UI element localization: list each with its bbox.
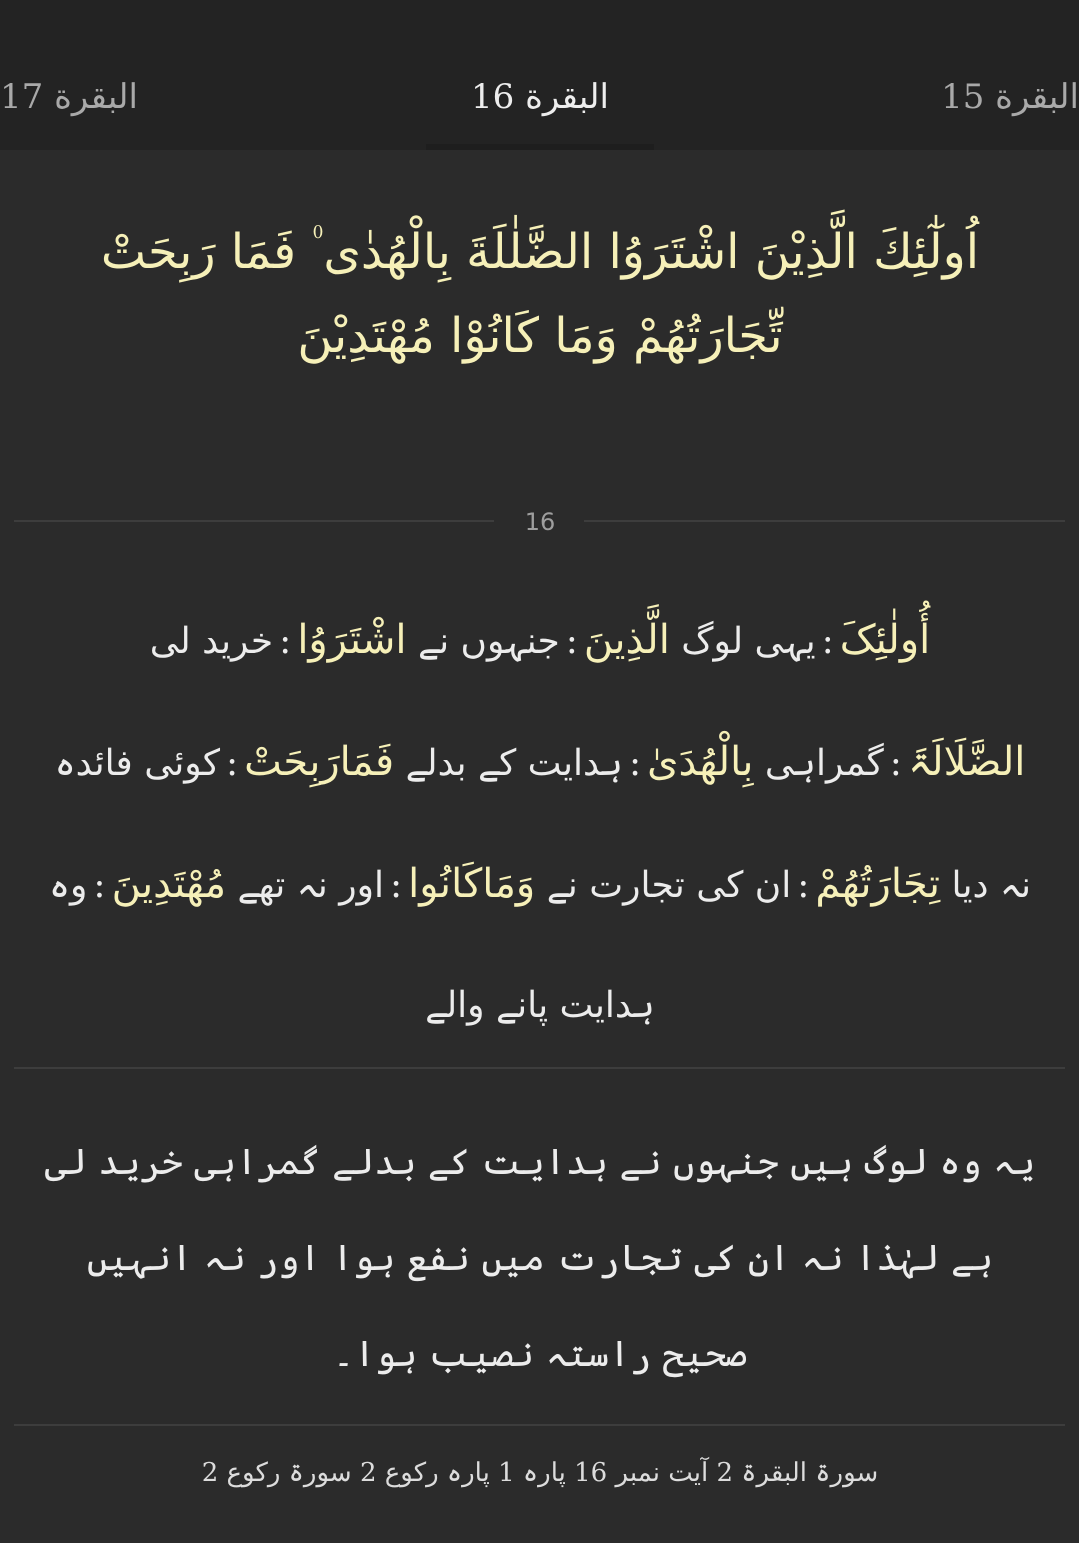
wbw-item: اشْتَرَوُا:خرید لی: [149, 617, 407, 663]
wbw-word: تِجَارَتُهُمْ: [815, 861, 941, 907]
wbw-meaning: کوئی فائدہ نہ دیا: [54, 743, 1032, 906]
wbw-item: الضَّلَالَۃَ:گمراہی: [764, 739, 1026, 785]
verse-arabic-text: اُولٰٓئِكَ الَّذِيْنَ اشْتَرَوُا الضَّلٰلَةَ بِالْهُدٰى ۠ فَمَا رَبِحَتْ تِّجَارَتُهُمْ وَمَا كَانُوْا مُهْتَدِيْنَ: [100, 224, 980, 364]
tab-next-verse[interactable]: البقرة 17: [0, 77, 138, 117]
section-divider: [14, 1067, 1065, 1069]
active-tab-indicator: [426, 144, 654, 150]
footer-divider: [14, 1424, 1065, 1426]
wbw-meaning: یہی لوگ: [681, 621, 816, 662]
wbw-word: الضَّلَالَۃَ: [907, 739, 1026, 785]
wbw-item: تِجَارَتُهُمْ:ان کی تجارت نے: [546, 861, 941, 907]
divider-right: [584, 520, 1065, 522]
wbw-meaning: خرید لی: [149, 621, 274, 662]
wbw-word: وَمَاکَانُوا: [408, 861, 536, 907]
wbw-item: بِالْهُدَیٰ:ہدایت کے بدلے: [405, 739, 754, 785]
wbw-item: أُولٰئِکَ:یہی لوگ: [681, 617, 931, 663]
verse-tab-bar: [0, 50, 1079, 150]
wbw-word: بِالْهُدَیٰ: [647, 739, 754, 785]
wbw-word: اشْتَرَوُا: [297, 617, 407, 663]
wbw-meaning: جنہوں نے: [417, 621, 560, 662]
wbw-meaning: اور نہ تھے: [237, 865, 385, 906]
wbw-word: الَّذِینَ: [583, 617, 670, 663]
wbw-meaning: وہ ہدایت پانے والے: [48, 865, 655, 1026]
wbw-item: مُهْتَدِینَ:وہ ہدایت پانے والے: [48, 861, 655, 1026]
wbw-item: وَمَاکَانُوا:اور نہ تھے: [237, 861, 536, 907]
wbw-word: أُولٰئِکَ: [839, 617, 931, 663]
tab-current-verse[interactable]: البقرة 16: [471, 77, 609, 117]
wbw-word: مُهْتَدِینَ: [111, 861, 227, 907]
tab-previous-verse[interactable]: البقرة 15: [941, 77, 1079, 117]
wbw-meaning: ہدایت کے بدلے: [405, 743, 624, 784]
divider-left: [14, 520, 494, 522]
wbw-item: الَّذِینَ:جنہوں نے: [417, 617, 670, 663]
word-by-word-translation: [40, 580, 1040, 1066]
verse-reference-info: سورۃ البقرۃ 2 آیت نمبر 16 پارہ 1 پارہ رکوع 2 سورۃ رکوع 2: [201, 1458, 879, 1488]
status-bar: [0, 0, 1079, 50]
wbw-meaning: گمراہی: [764, 743, 884, 784]
verse-translation: یہ وہ لوگ ہیں جنہوں نے ہدایت کے بدلے گمراہی خرید لی ہے لہٰذا نہ ان کی تجارت میں نفع ہوا اور نہ انہیں صحیح راستہ نصیب ہوا۔: [44, 1142, 1036, 1375]
ayah-number: 16: [524, 508, 556, 536]
wbw-word: فَمَارَبِحَتْ: [244, 739, 395, 785]
wbw-meaning: ان کی تجارت نے: [546, 865, 792, 906]
wbw-item: فَمَارَبِحَتْ:کوئی فائدہ نہ دیا: [54, 739, 1032, 906]
